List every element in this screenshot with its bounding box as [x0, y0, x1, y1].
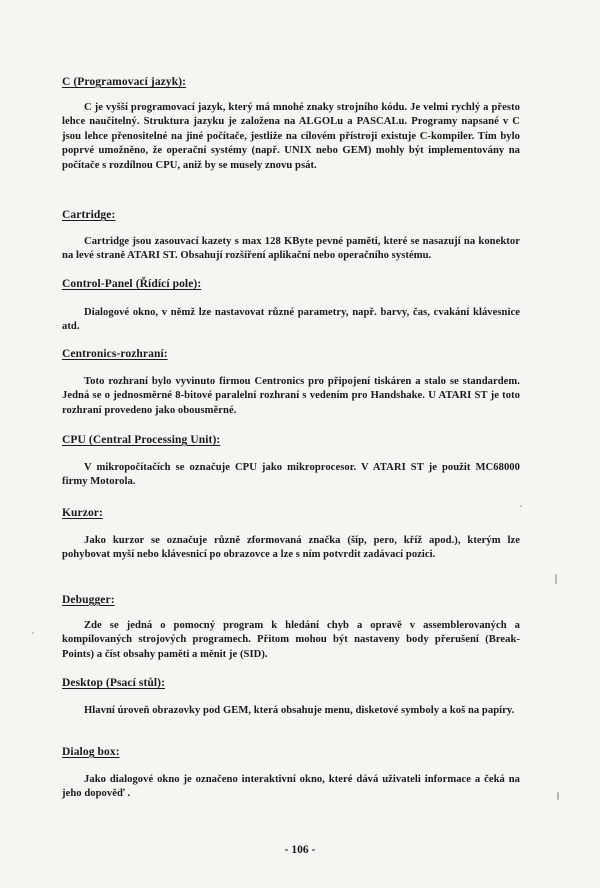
scan-speck — [557, 792, 559, 800]
entry-heading-cartridge: Cartridge: — [62, 209, 116, 221]
entry-text-desktop: Hlavní úroveň obrazovky pod GEM, která obsahuje menu, disketové symboly a koš na papíry. — [84, 705, 515, 716]
entry-text-c: C je vyšší programovací jazyk, který má mnohé znaky strojního kódu. Je velmi rychlý a přesto lehce naučitelný. Struktura jazyku je založena na ALGOLu a PASCALu. Programy napsané v C jsou lehce přenositelné na jiné počítače, jestliže na cílovém přístroji existuje C-kompiler. Tím bylo poprvé umožněno, že operační systémy (např. UNIX nebo GEM) mohly být implementovány na počítače s rozdílnou CPU, aniž by se musely znovu psát. — [62, 102, 520, 171]
entry-text-kurzor: Jako kurzor se označuje různě zformovaná značka (šíp, pero, kříž apod.), kterým lze pohybovat myší nebo klávesnicí po obrazovce a lze s ním potvrdit zadávací pozici. — [62, 535, 520, 561]
entry-text-cpu: V mikropočítačích se označuje CPU jako mikroprocesor. V ATARI ST je použit MC68000 firmy Motorola. — [62, 462, 520, 488]
entry-text-dialog-box: Jako dialogové okno je označeno interaktivní okno, které dává uživateli informace a čeká na jeho dopověď . — [62, 774, 520, 800]
entry-text-control-panel: Dialogové okno, v němž lze nastavovat různé parametry, např. barvy, čas, cvakání klávesnice atd. — [62, 307, 520, 333]
scan-speck — [520, 505, 522, 507]
page-number: - 106 - — [284, 844, 316, 856]
entry-text-centronics: Toto rozhraní bylo vyvinuto firmou Centronics pro připojení tiskáren a stalo se standardem. Jedná se o jednosměrné 8-bitové paralelní rozhraní s vedením pro Handshake. U ATARI ST je toto rozhraní provedeno jako obousměrné. — [62, 376, 520, 416]
scan-speck — [32, 632, 34, 634]
entry-heading-debugger: Debugger: — [62, 594, 115, 606]
entry-heading-kurzor: Kurzor: — [62, 507, 103, 519]
entry-text-cartridge: Cartridge jsou zasouvací kazety s max 128 KByte pevné paměti, které se nasazují na konektor na levé straně ATARI ST. Obsahují rozšíření aplikační nebo operačního systému. — [62, 236, 520, 262]
entry-heading-centronics: Centronics-rozhraní: — [62, 348, 168, 360]
entry-heading-dialog-box: Dialog box: — [62, 746, 120, 758]
entry-heading-c: C (Programovací jazyk): — [62, 76, 187, 88]
entry-heading-control-panel: Control-Panel (Řídící pole): — [62, 278, 202, 290]
scan-speck — [555, 574, 557, 584]
entry-heading-cpu: CPU (Central Processing Unit): — [62, 434, 221, 446]
entry-heading-desktop: Desktop (Psací stůl): — [62, 677, 166, 689]
entry-text-debugger: Zde se jedná o pomocný program k hledání chyb a opravě v assemblerovaných a kompilovaných strojových programech. Přitom mohou být nastaveny body přerušení (Break-Points) a číst obsahy paměti a měnit je (SID). — [62, 620, 520, 660]
